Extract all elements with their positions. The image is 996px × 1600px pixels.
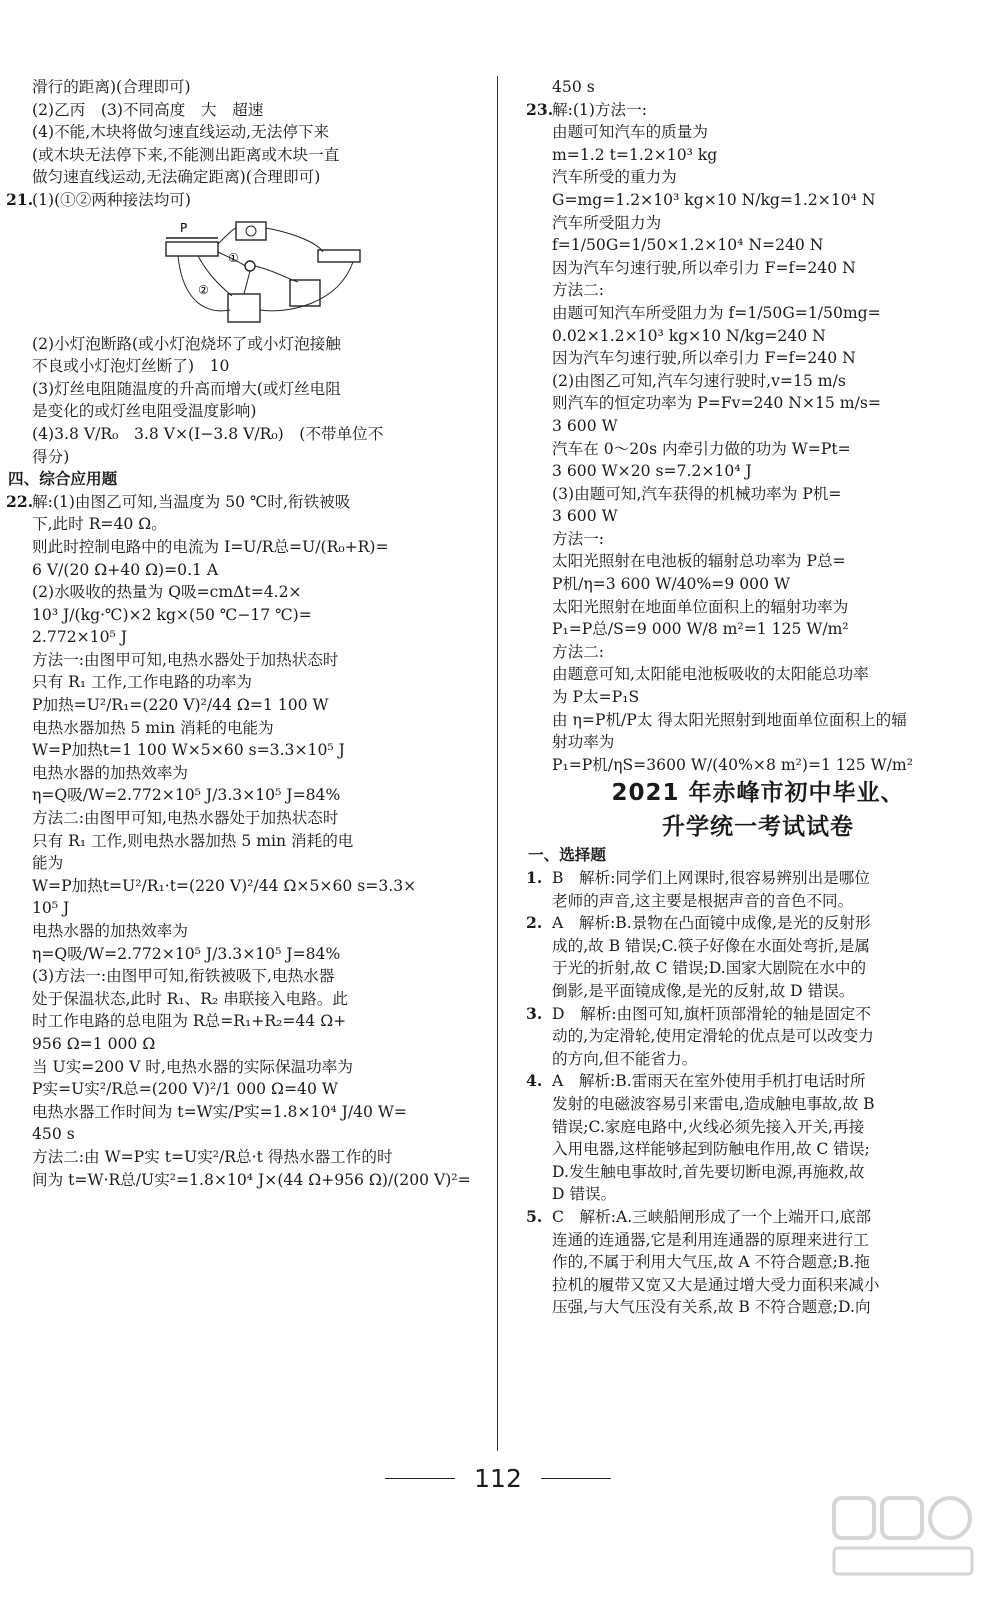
line-text: B 解析:同学们上网课时,很容易辨别出是哪位: [552, 869, 870, 887]
text-line: [8, 649, 476, 672]
line-text: 方法二:: [552, 281, 605, 300]
line-text: 956 Ω=1 000 Ω: [32, 1034, 156, 1053]
section-heading: [528, 844, 988, 867]
line-text: 3 600 W: [552, 507, 618, 526]
text-line: [528, 279, 988, 302]
text-line: [528, 890, 988, 913]
text-line: [8, 1123, 476, 1146]
line-text: A 解析:B.雷雨天在室外使用手机打电话时所: [552, 1072, 866, 1091]
question-number: 5.: [526, 1206, 543, 1226]
text-line: [8, 1033, 476, 1056]
question-number: 1.: [526, 868, 543, 887]
question-number: 3.: [526, 1003, 543, 1023]
line-text: 汽车在 0～20s 内牵引力做的功为 W=Pt=: [552, 439, 851, 458]
line-text: f=1/50G=1/50×1.2×10⁴ N=240 N: [552, 236, 824, 255]
text-line: [528, 121, 988, 144]
line-text: 方法二:由图甲可知,电热水器处于加热状态时: [32, 809, 339, 828]
text-line: [528, 912, 988, 935]
line-text: 错误;C.家庭电路中,火线必须先接入开关,再接: [552, 1117, 865, 1136]
text-line: [528, 1229, 988, 1252]
text-line: [8, 694, 476, 717]
text-line: [8, 446, 476, 469]
text-line: [528, 1025, 988, 1048]
text-line: [528, 731, 988, 754]
line-text: 能为: [32, 854, 64, 873]
line-text: 作的,不属于利用大气压,故 A 不符合题意;B.拖: [552, 1253, 870, 1272]
line-text: 则此时控制电路中的电流为 I=U/R总=U/(R₀+R)=: [32, 537, 389, 556]
left-column: [8, 76, 476, 1191]
circuit-figure: [158, 214, 476, 329]
line-text: C 解析:A.三峡船闸形成了一个上端开口,底部: [552, 1207, 872, 1226]
text-line: [528, 709, 988, 732]
text-line: [528, 1296, 988, 1319]
line-text: D 错误。: [552, 1185, 617, 1204]
line-text: 滑行的距离)(合理即可): [32, 78, 191, 96]
line-text: 因为汽车匀速行驶,所以牵引力 F=f=240 N: [552, 349, 856, 368]
line-text: 是变化的或灯丝电阻受温度影响): [32, 402, 257, 421]
text-line: [8, 76, 476, 99]
line-text: 的方向,但不能省力。: [552, 1049, 698, 1068]
footer-rule-left: [385, 1478, 455, 1479]
line-text: (2)乙丙 (3)不同高度 大 超速: [32, 100, 264, 119]
text-line: [528, 1161, 988, 1184]
line-text: (3)由题可知,汽车获得的机械功率为 P机=: [552, 484, 842, 503]
line-text: (4)3.8 V/R₀ 3.8 V×(I−3.8 V/R₀) (不带单位不: [32, 424, 384, 443]
text-line: [528, 189, 988, 212]
text-line: [8, 1169, 476, 1192]
text-line: [528, 528, 988, 551]
text-line: [8, 1146, 476, 1169]
line-text: 方法二:: [552, 642, 605, 661]
text-line: [528, 1138, 988, 1161]
line-text: 入用电器,这样能够起到防触电作用,故 C 错误;: [552, 1140, 870, 1159]
line-text: 电热水器的加热效率为: [32, 922, 188, 940]
text-line: [528, 302, 988, 325]
line-text: (或木块无法停下来,不能测出距离或木块一直: [32, 145, 340, 164]
line-text: 3 600 W: [552, 416, 618, 435]
right-column: [528, 76, 988, 1319]
line-text: 处于保温状态,此时 R₁、R₂ 串联接入电路。此: [32, 989, 348, 1008]
text-line: [528, 325, 988, 348]
text-line: [8, 671, 476, 694]
text-line: [528, 1251, 988, 1274]
line-text: (1)(①②两种接法均可): [32, 190, 192, 209]
line-text: 6 V/(20 Ω+40 Ω)=0.1 A: [32, 560, 219, 579]
line-text: 老师的声音,这主要是根据声音的音色不同。: [552, 891, 854, 910]
line-text: 不良或小灯泡灯丝断了) 10: [32, 357, 230, 376]
line-text: η=Q吸/W=2.772×10⁵ J/3.3×10⁵ J=84%: [32, 786, 341, 805]
text-line: [8, 423, 476, 446]
text-line: [528, 980, 988, 1003]
text-line: [8, 121, 476, 144]
text-line: [528, 483, 988, 506]
text-line: [8, 144, 476, 167]
text-line: [8, 852, 476, 875]
line-text: 成的,故 B 错误;C.筷子好像在水面处弯折,是属: [552, 936, 870, 955]
line-text: D.发生触电事故时,首先要切断电源,再施救,故: [552, 1162, 865, 1181]
text-line: [8, 988, 476, 1011]
text-line: [8, 378, 476, 401]
line-text: 10³ J/(kg·℃)×2 kg×(50 ℃−17 ℃)=: [32, 605, 312, 624]
text-line: [8, 1078, 476, 1101]
text-line: [8, 1101, 476, 1124]
line-text: 压强,与大气压没有关系,故 B 不符合题意;D.向: [552, 1298, 871, 1317]
line-text: 动的,为定滑轮,使用定滑轮的优点是可以改变力: [552, 1027, 874, 1046]
line-text: P₁=P总/S=9 000 W/8 m²=1 125 W/m²: [552, 620, 849, 639]
line-text: 得分): [32, 447, 70, 466]
text-line: [8, 604, 476, 627]
line-text: η=Q吸/W=2.772×10⁵ J/3.3×10⁵ J=84%: [32, 944, 341, 963]
question-number: 22.: [6, 491, 34, 511]
line-text: m=1.2 t=1.2×10³ kg: [552, 145, 718, 164]
text-line: [528, 935, 988, 958]
page-number: 112: [474, 1464, 522, 1493]
text-line: [528, 618, 988, 641]
footer-rule-right: [541, 1478, 611, 1479]
text-line: [528, 438, 988, 461]
question-number: 2.: [526, 913, 543, 933]
line-text: 只有 R₁ 工作,工作电路的功率为: [32, 673, 252, 692]
line-text: (3)灯丝电阻随温度的升高而增大(或灯丝电阻: [32, 379, 341, 398]
line-text: P机/η=3 600 W/40%=9 000 W: [552, 575, 790, 594]
line-text: 太阳光照射在地面单位面积上的辐射功率为: [552, 597, 849, 616]
text-line: [528, 1116, 988, 1139]
text-line: [528, 867, 988, 890]
line-text: 则汽车的恒定功率为 P=Fv=240 N×15 m/s=: [552, 394, 881, 413]
text-line: [528, 234, 988, 257]
text-line: [528, 144, 988, 167]
line-text: 倒影,是平面镜成像,是光的反射,故 D 错误。: [552, 981, 855, 1000]
text-line: [8, 1010, 476, 1033]
circuit-diagram: [158, 214, 368, 329]
line-text: W=P加热t=1 100 W×5×60 s=3.3×10⁵ J: [32, 741, 345, 760]
line-text: 0.02×1.2×10³ kg×10 N/kg=240 N: [552, 326, 826, 345]
text-line: [528, 1274, 988, 1297]
line-text: 3 600 W×20 s=7.2×10⁴ J: [552, 462, 752, 481]
line-text: 拉机的履带又宽又大是通过增大受力面积来减小: [552, 1275, 880, 1294]
line-text: 一、选择题: [528, 845, 606, 865]
line-text: 450 s: [32, 1125, 75, 1144]
text-line: [8, 355, 476, 378]
text-line: [8, 559, 476, 582]
line-text: 当 U实=200 V 时,电热水器的实际保温功率为: [32, 1057, 353, 1076]
text-line: [528, 257, 988, 280]
text-line: [8, 99, 476, 122]
text-line: [8, 965, 476, 988]
line-text: 于光的折射,故 C 错误;D.国家大剧院在水中的: [552, 959, 867, 978]
text-line: [528, 415, 988, 438]
text-line: [528, 347, 988, 370]
text-line: [528, 686, 988, 709]
line-text: 解:(1)方法一:: [552, 100, 647, 119]
line-text: 电热水器的加热效率为: [32, 763, 188, 782]
text-line: [528, 641, 988, 664]
text-line: [528, 1070, 988, 1093]
text-line: [8, 784, 476, 807]
line-text: (3)方法一:由图甲可知,衔铁被吸下,电热水器: [32, 967, 335, 986]
text-line: [8, 897, 476, 920]
question-number: 23.: [526, 99, 554, 119]
line-text: P加热=U²/R₁=(220 V)²/44 Ω=1 100 W: [32, 696, 329, 715]
line-text: 解:(1)由图乙可知,当温度为 50 ℃时,衔铁被吸: [32, 492, 351, 511]
line-text: 下,此时 R=40 Ω。: [32, 515, 167, 534]
text-line: [528, 1183, 988, 1206]
text-line: [528, 663, 988, 686]
text-line: [8, 536, 476, 559]
text-line: [8, 166, 476, 189]
line-text: 10⁵ J: [32, 899, 70, 918]
line-text: 间为 t=W·R总/U实²=1.8×10⁴ J×(44 Ω+956 Ω)/(200 V)²=: [32, 1170, 471, 1189]
line-text: 方法二:由 W=P实 t=U实²/R总·t 得热水器工作的时: [32, 1147, 393, 1166]
line-text: 时工作电路的总电阻为 R总=R₁+R₂=44 Ω+: [32, 1012, 347, 1031]
line-text: 方法一:由图甲可知,电热水器处于加热状态时: [32, 650, 339, 669]
text-line: [528, 957, 988, 980]
text-line: [8, 943, 476, 966]
exam-title: 2021 年赤峰市初中毕业、: [611, 780, 905, 807]
text-line: [8, 830, 476, 853]
text-line: [528, 573, 988, 596]
text-line: [8, 333, 476, 356]
line-text: 做匀速直线运动,无法确定距离)(合理即可): [32, 168, 321, 187]
line-text: 电热水器工作时间为 t=W实/P实=1.8×10⁴ J/40 W=: [32, 1102, 407, 1121]
text-line: [528, 1206, 988, 1229]
text-line: [8, 1056, 476, 1079]
text-line: [528, 505, 988, 528]
figure-label-1: ①: [228, 250, 239, 265]
line-text: 由题意可知,太阳能电池板吸收的太阳能总功率: [552, 665, 869, 684]
text-line: [528, 99, 988, 122]
line-text: 只有 R₁ 工作,则电热水器加热 5 min 消耗的电: [32, 831, 354, 850]
line-text: 四、综合应用题: [8, 469, 118, 489]
text-line: [8, 581, 476, 604]
exam-title: 升学统一考试试卷: [662, 814, 854, 841]
line-text: A 解析:B.景物在凸面镜中成像,是光的反射形: [552, 914, 871, 933]
line-text: 汽车所受的重力为: [552, 168, 677, 187]
line-text: 因为汽车匀速行驶,所以牵引力 F=f=240 N: [552, 258, 856, 277]
text-line: [8, 875, 476, 898]
line-text: (2)由图乙可知,汽车匀速行驶时,v=15 m/s: [552, 371, 846, 390]
text-line: [528, 596, 988, 619]
text-line: [8, 189, 476, 212]
text-line: [8, 491, 476, 514]
text-line: [528, 550, 988, 573]
line-text: 方法一:: [552, 529, 605, 548]
column-divider: [497, 76, 498, 1451]
page-footer: [0, 1464, 996, 1493]
text-line: [528, 76, 988, 99]
line-text: (2)水吸收的热量为 Q吸=cmΔt=4.2×: [32, 583, 302, 602]
text-line: [8, 717, 476, 740]
question-number: 4.: [526, 1071, 543, 1091]
text-line: [8, 762, 476, 785]
line-text: 为 P太=P₁S: [552, 688, 640, 707]
text-line: [528, 1003, 988, 1026]
text-line: [528, 392, 988, 415]
text-line: [528, 212, 988, 235]
line-text: 汽车所受阻力为: [552, 213, 662, 232]
line-text: (4)不能,木块将做匀速直线运动,无法停下来: [32, 123, 330, 142]
text-line: [8, 807, 476, 830]
line-text: P实=U实²/R总=(200 V)²/1 000 Ω=40 W: [32, 1080, 338, 1099]
line-text: 由题可知汽车所受阻力为 f=1/50G=1/50mg=: [552, 303, 881, 322]
text-line: [528, 754, 988, 777]
line-text: 射功率为: [552, 733, 615, 752]
section-heading: [8, 468, 476, 491]
line-text: 发射的电磁波容易引来雷电,造成触电事故,故 B: [552, 1094, 875, 1113]
line-text: 由 η=P机/P太 得太阳光照射到地面单位面积上的辐: [552, 710, 907, 729]
line-text: D 解析:由图可知,旗杆顶部滑轮的轴是固定不: [552, 1004, 871, 1023]
text-line: [528, 166, 988, 189]
line-text: 由题可知汽车的质量为: [552, 123, 708, 142]
question-number: 21.: [6, 189, 34, 209]
text-line: [8, 400, 476, 423]
text-line: [528, 460, 988, 483]
line-text: 太阳光照射在电池板的辐射总功率为 P总=: [552, 552, 846, 571]
line-text: P₁=P机/ηS=3600 W/(40%×8 m²)=1 125 W/m²: [552, 755, 913, 774]
line-text: G=mg=1.2×10³ kg×10 N/kg=1.2×10⁴ N: [552, 190, 876, 209]
line-text: 2.772×10⁵ J: [32, 628, 128, 647]
line-text: (2)小灯泡断路(或小灯泡烧坏了或小灯泡接触: [32, 334, 341, 353]
line-text: W=P加热t=U²/R₁·t=(220 V)²/44 Ω×5×60 s=3.3×: [32, 876, 417, 895]
line-text: 电热水器加热 5 min 消耗的电能为: [32, 718, 274, 737]
figure-label-2: ②: [198, 282, 209, 297]
watermark-logo: [828, 1492, 978, 1582]
text-line: [8, 513, 476, 536]
text-line: [8, 739, 476, 762]
line-text: 450 s: [552, 78, 595, 96]
text-line: [8, 920, 476, 943]
line-text: 连通的连通器,它是利用连通器的原理来进行工: [552, 1230, 869, 1249]
text-line: [528, 1048, 988, 1071]
figure-label-p: P: [180, 220, 188, 235]
text-line: [528, 370, 988, 393]
text-line: [8, 626, 476, 649]
text-line: [528, 1093, 988, 1116]
